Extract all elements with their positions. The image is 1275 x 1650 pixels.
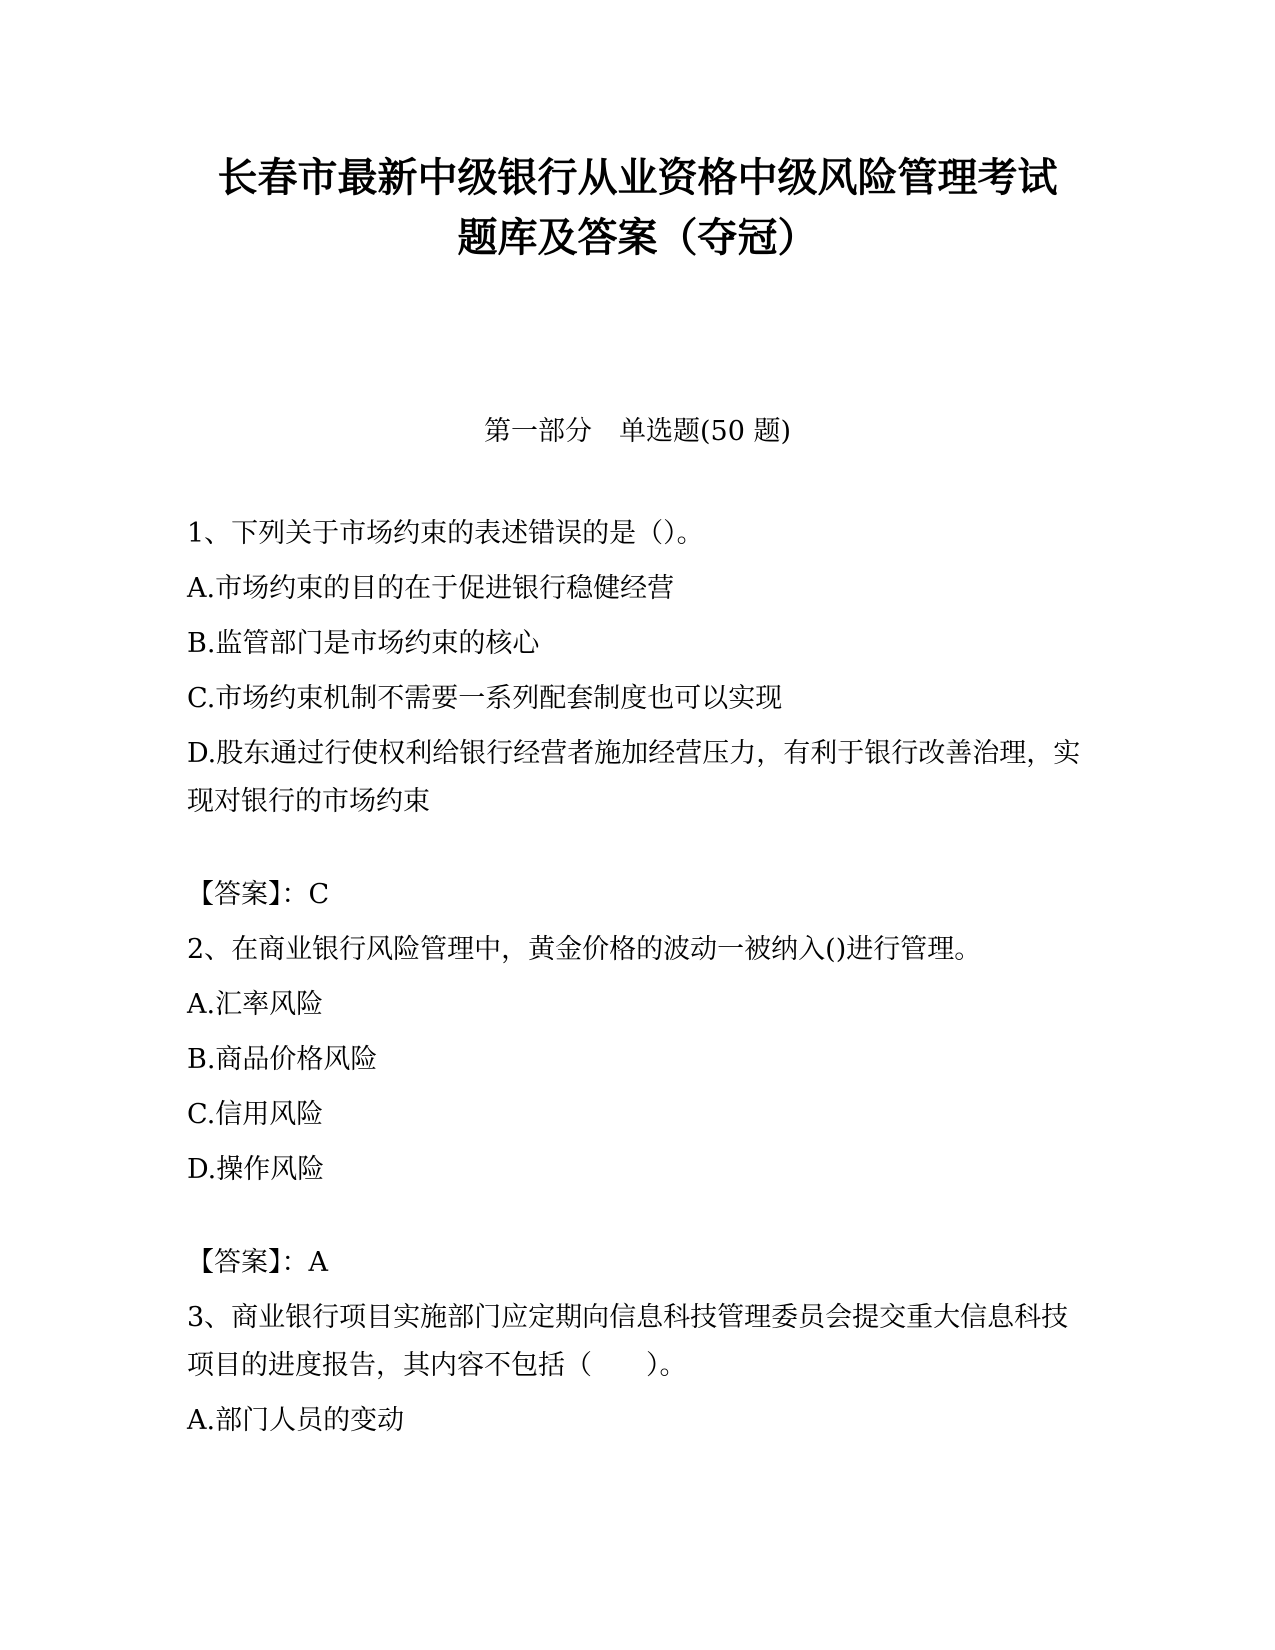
question-stem: 1、下列关于市场约束的表述错误的是（）。 bbox=[187, 518, 704, 549]
option-a: A.部门人员的变动 bbox=[187, 1405, 405, 1436]
option-c: C.市场约束机制不需要一系列配套制度也可以实现 bbox=[187, 683, 783, 714]
document-title bbox=[150, 148, 1125, 268]
document-title-line-2: 题库及答案（夺冠） bbox=[457, 215, 818, 261]
answer-label: 【答案】：A bbox=[187, 1247, 328, 1278]
option-c: C.信用风险 bbox=[187, 1099, 324, 1130]
question-1 bbox=[187, 510, 1082, 919]
document-title-line-1: 长春市最新中级银行从业资格中级风险管理考试 bbox=[217, 155, 1058, 201]
question-stem: 3、商业银行项目实施部门应定期向信息科技管理委员会提交重大信息科技项目的进度报告，其内容不包括（ ）。 bbox=[187, 1302, 1069, 1381]
option-a: A.汇率风险 bbox=[187, 989, 324, 1020]
option-b: B.商品价格风险 bbox=[187, 1044, 378, 1075]
question-stem: 2、在商业银行风险管理中，黄金价格的波动一被纳入()进行管理。 bbox=[187, 934, 982, 965]
option-b: B.监管部门是市场约束的核心 bbox=[187, 628, 540, 659]
option-d: D.股东通过行使权利给银行经营者施加经营压力，有利于银行改善治理，实现对银行的市场约束 bbox=[187, 738, 1081, 817]
question-list bbox=[187, 510, 1082, 1445]
option-a: A.市场约束的目的在于促进银行稳健经营 bbox=[187, 573, 675, 604]
question-3 bbox=[187, 1294, 1082, 1445]
option-d: D.操作风险 bbox=[187, 1154, 325, 1185]
section-heading: 第一部分 单选题(50 题) bbox=[483, 416, 791, 447]
question-2 bbox=[187, 926, 1082, 1287]
answer-label: 【答案】：C bbox=[187, 879, 330, 910]
